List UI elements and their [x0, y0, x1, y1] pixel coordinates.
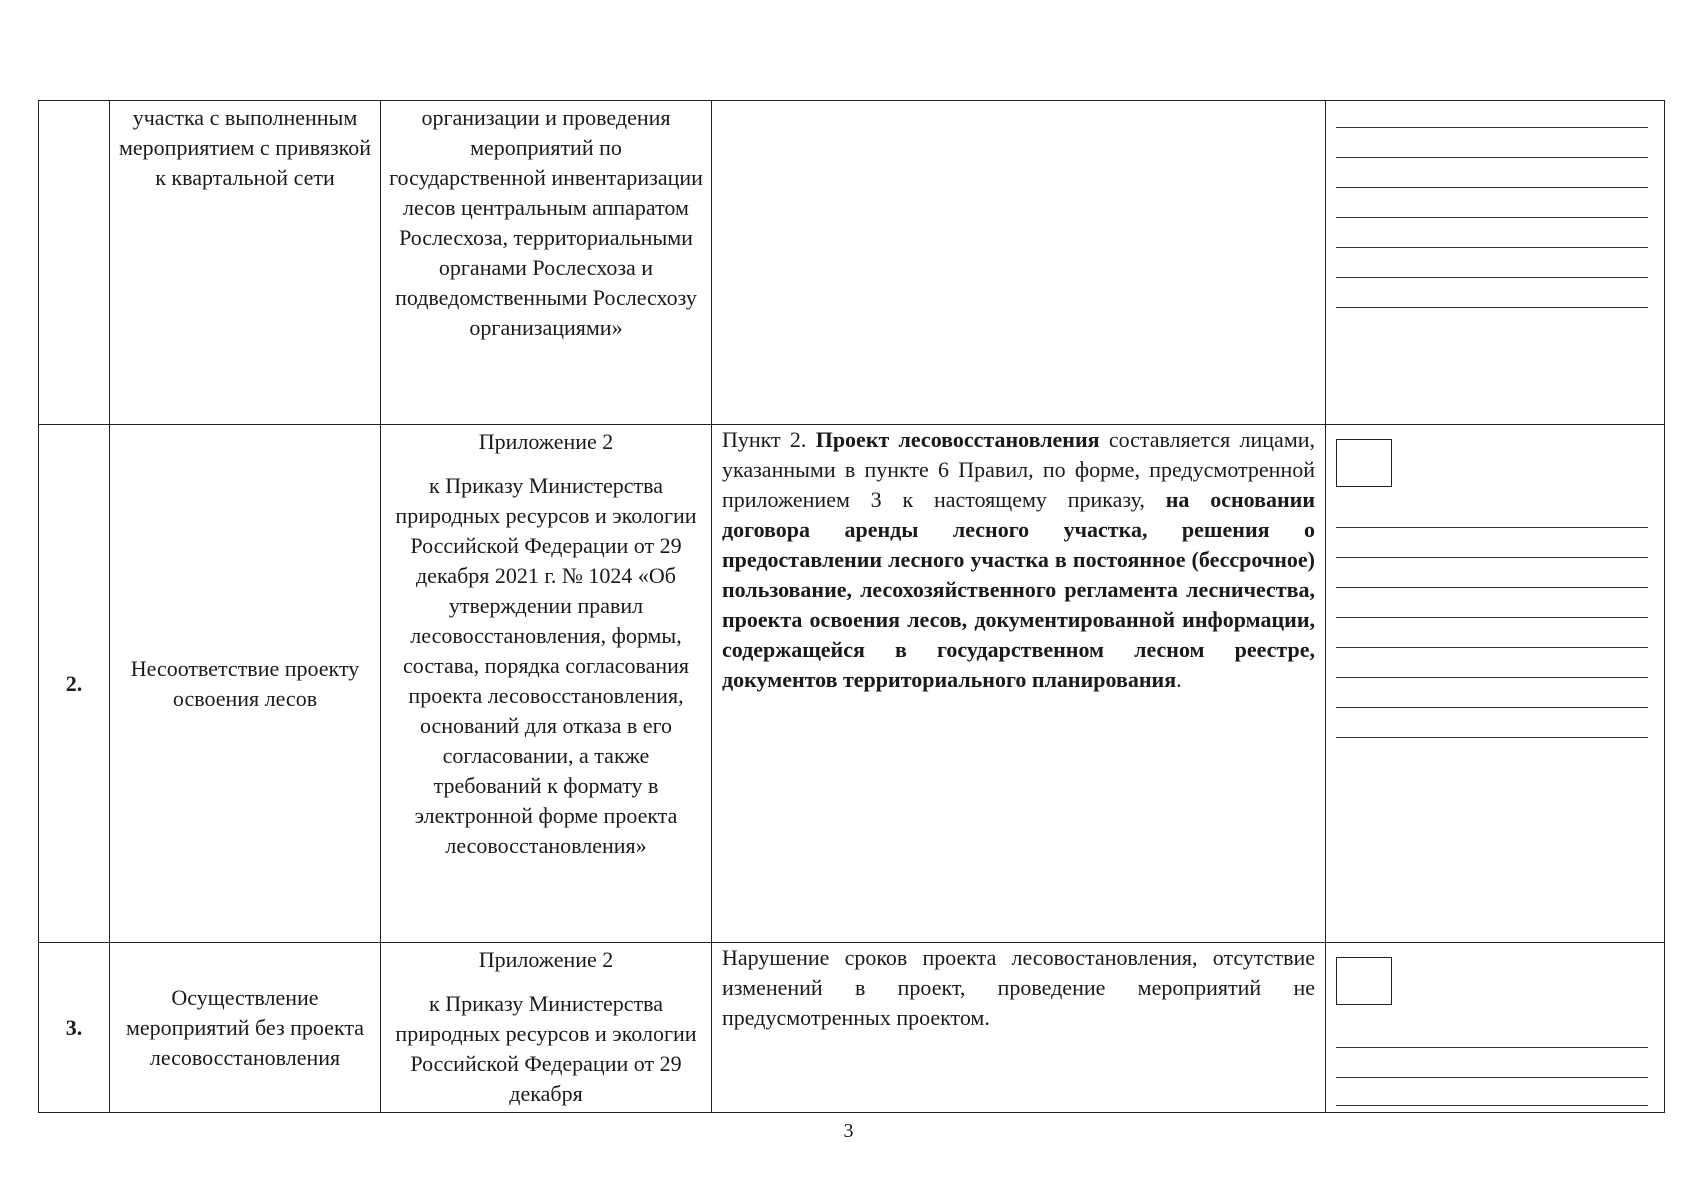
violation-name: Несоответствие проекту освоения лесов [110, 425, 381, 943]
answer-checkbox[interactable] [1336, 957, 1392, 1005]
answer-line[interactable] [1336, 187, 1648, 188]
answer-line[interactable] [1336, 127, 1648, 128]
table-row [39, 425, 1665, 943]
requirement-bold: Проект лесовосстановления [815, 427, 1100, 452]
answer-line[interactable] [1336, 587, 1648, 588]
row-number: 2. [39, 425, 110, 943]
requirement-text [712, 101, 1326, 425]
checklist-table [38, 100, 1665, 1113]
legal-basis-title: Приложение 2 [478, 429, 614, 454]
answer-line[interactable] [1336, 157, 1648, 158]
answer-line[interactable] [1336, 1105, 1648, 1106]
page-number: 3 [843, 1120, 854, 1142]
answer-line[interactable] [1336, 617, 1648, 618]
requirement-text [712, 943, 1326, 1113]
legal-basis-text: к Приказу Министерства природных ресурсов и экологии Российской Федерации от 29 декабря 2021 г. № 1024 «Об утверждении правил лесовосстановления, формы, состава, порядка согласования проекта лесовосстановления, оснований для отказа в его согласовании, а также требований к формату в электронной форме проекта лесовосстановления» [395, 473, 697, 858]
answer-line[interactable] [1336, 217, 1648, 218]
answer-line[interactable] [1336, 277, 1648, 278]
table-row [39, 101, 1665, 425]
answer-cell [1326, 425, 1665, 943]
answer-line[interactable] [1336, 1077, 1648, 1078]
answer-checkbox[interactable] [1336, 439, 1392, 487]
legal-basis [381, 101, 712, 425]
answer-line[interactable] [1336, 737, 1648, 738]
requirement-suffix: . [1176, 667, 1182, 692]
table-row [39, 943, 1665, 1113]
answer-line[interactable] [1336, 557, 1648, 558]
answer-cell [1326, 943, 1665, 1113]
violation-name: участка с выполненным мероприятием с привязкой к квартальной сети [110, 101, 381, 425]
row-number: 3. [39, 943, 110, 1113]
answer-line[interactable] [1336, 247, 1648, 248]
requirement-prefix: Пункт 2. [722, 427, 807, 452]
row-number [39, 101, 110, 425]
requirement-prefix: Нарушение сроков проекта лесовостановления, отсутствие изменений в проект, проведение мероприятий не предусмотренных проектом. [722, 945, 1315, 1030]
answer-cell [1326, 101, 1665, 425]
answer-line[interactable] [1336, 707, 1648, 708]
answer-line[interactable] [1336, 677, 1648, 678]
legal-basis [381, 943, 712, 1113]
legal-basis [381, 425, 712, 943]
answer-line[interactable] [1336, 527, 1648, 528]
violation-name: Осуществление мероприятий без проекта лесовосстановления [110, 943, 381, 1113]
requirement-text [712, 425, 1326, 943]
legal-basis-title: Приложение 2 [478, 947, 614, 972]
requirement-bold-basis: на основании договора аренды лесного участка, решения о предоставлении лесного участка в постоянное (бессрочное) пользование, лесохозяйственного регламента лесничества, проекта освоения лесов, документированной информации, содержащейся в государственном лесном реестре, документов территориального планирования [722, 487, 1315, 692]
answer-line[interactable] [1336, 1047, 1648, 1048]
legal-basis-text: организации и проведения мероприятий по государственной инвентаризации лесов центральным аппаратом Рослесхоза, территориальными органами Рослесхоза и подведомственными Рослесхозу организациями» [389, 105, 703, 340]
answer-line[interactable] [1336, 647, 1648, 648]
legal-basis-text: к Приказу Министерства природных ресурсов и экологии Российской Федерации от 29 декабря [395, 991, 697, 1106]
requirement-body: составляется лицами, указанными в пункте 6 Правил, по форме, предусмотренной приложением 3 к настоящему приказу, [722, 427, 1316, 512]
answer-line[interactable] [1336, 307, 1648, 308]
